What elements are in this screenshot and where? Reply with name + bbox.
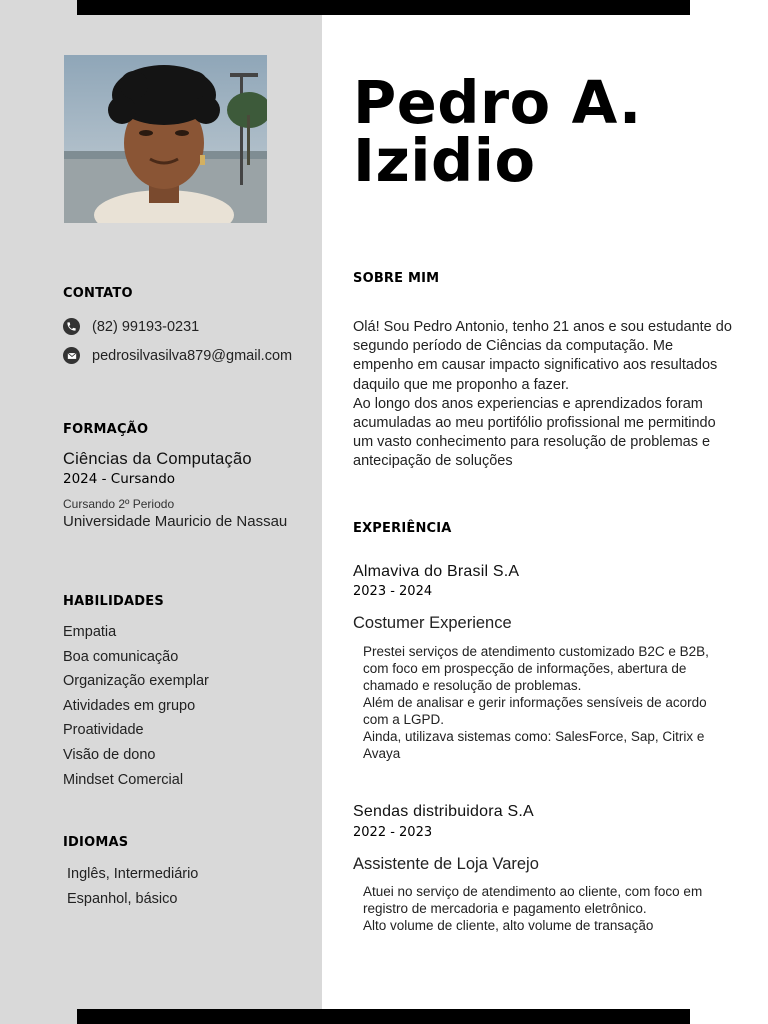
- job-desc-line: Atuei no serviço de atendimento ao cliente, com foco em registro de mercadoria e pagamento eletrônico.: [363, 884, 703, 916]
- job-description: [363, 883, 735, 934]
- contact-phone[interactable]: [63, 318, 199, 335]
- about-heading: SOBRE MIM: [353, 271, 440, 286]
- name-line-2: Izidio: [353, 126, 536, 195]
- language-item: Inglês, Intermediário: [67, 866, 199, 882]
- languages-heading: IDIOMAS: [63, 835, 129, 850]
- skill-item: Boa comunicação: [63, 648, 179, 665]
- education-school: Universidade Mauricio de Nassau: [63, 513, 288, 530]
- job-years: 2022 - 2023: [353, 825, 433, 840]
- job-description: [363, 643, 735, 762]
- name-line-1: Pedro A.: [353, 68, 642, 137]
- skill-item: Mindset Comercial: [63, 771, 184, 788]
- job-desc-line: Além de analisar e gerir informações sensíveis de acordo com a LGPD.: [363, 695, 707, 727]
- about-paragraph: Olá! Sou Pedro Antonio, tenho 21 anos e sou estudante do segundo período de Ciências da computação. Me empenho em causar impacto significativo aos resultados daquilo que me proponho a fazer.: [353, 319, 732, 393]
- about-text: [353, 318, 733, 472]
- email-text: pedrosilvasilva879@gmail.com: [92, 347, 293, 364]
- education-course: Ciências da Computação: [63, 450, 252, 468]
- education-heading: FORMAÇÃO: [63, 422, 149, 437]
- skills-heading: HABILIDADES: [63, 594, 164, 609]
- contact-heading: CONTATO: [63, 286, 133, 301]
- job-desc-line: Prestei serviços de atendimento customizado B2C e B2B, com foco em prospecção de informações, abertura de chamado e resolução de problemas.: [363, 644, 709, 693]
- experience-heading: EXPERIÊNCIA: [353, 521, 452, 536]
- languages-list: [67, 862, 198, 911]
- job-desc-line: Alto volume de cliente, alto volume de transação: [363, 918, 654, 933]
- bottom-bar: [77, 1009, 690, 1024]
- job-years: 2023 - 2024: [353, 584, 433, 599]
- job-role: Assistente de Loja Varejo: [353, 855, 539, 873]
- skill-item: Visão de dono: [63, 746, 156, 763]
- profile-photo: [64, 55, 267, 223]
- candidate-name: [353, 68, 642, 195]
- skill-item: Proatividade: [63, 722, 144, 739]
- job-role: Costumer Experience: [353, 614, 512, 632]
- job-company: Almaviva do Brasil S.A: [353, 563, 520, 580]
- contact-email[interactable]: [63, 347, 292, 364]
- skill-item: Empatia: [63, 624, 117, 640]
- job-company: Sendas distribuidora S.A: [353, 803, 534, 820]
- skill-item: Organização exemplar: [63, 673, 209, 690]
- top-bar: [77, 0, 690, 15]
- language-item: Espanhol, básico: [67, 890, 178, 907]
- job-desc-line: Ainda, utilizava sistemas como: SalesForce, Sap, Citrix e Avaya: [363, 729, 705, 761]
- phone-icon: [63, 318, 80, 335]
- phone-text: (82) 99193-0231: [92, 318, 200, 335]
- skills-list: [63, 620, 209, 792]
- education-status: Cursando 2º Periodo: [63, 497, 175, 511]
- about-paragraph: Ao longo dos anos experiencias e aprendizados foram acumuladas ao meu portifólio profissional me permitindo um vasto conhecimento para resolução de problemas e antecipação de soluções: [353, 395, 716, 470]
- education-years: 2024 - Cursando: [63, 471, 176, 487]
- email-icon: [63, 347, 80, 364]
- skill-item: Atividades em grupo: [63, 697, 196, 714]
